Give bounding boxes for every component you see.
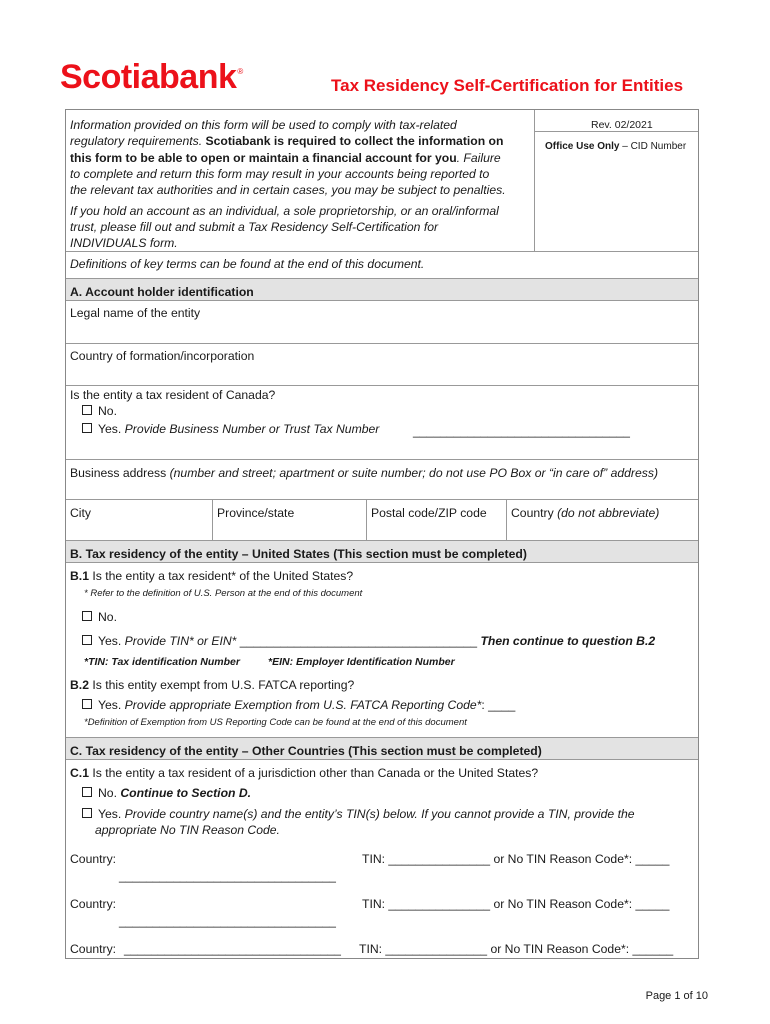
us-yes-option[interactable]: [82, 633, 655, 649]
other-yes-label: Yes.: [98, 807, 125, 821]
logo-text: Scotiabank: [60, 58, 237, 96]
other-no-instruction: Continue to Section D.: [120, 786, 252, 800]
b2-footnote: *Definition of Exemption from US Reporting Code can be found at the end of this document: [84, 717, 467, 728]
us-continue-note: Then continue to question B.2: [480, 634, 656, 648]
business-address-field[interactable]: [66, 459, 698, 499]
other-no-label: No.: [98, 786, 121, 800]
country-formation-field[interactable]: [66, 343, 698, 385]
postal-code-field[interactable]: [366, 499, 506, 540]
b1-text: Is the entity a tax resident* of the United States?: [88, 569, 354, 583]
canada-yes-label: Yes.: [98, 422, 125, 436]
section-c-header-divider: [66, 759, 698, 760]
intro-line-2: [70, 133, 503, 149]
fatca-yes-label: Yes.: [98, 698, 125, 712]
b1-question: [70, 568, 353, 584]
form-container: [65, 109, 699, 959]
intro-line-4: to complete and return this form may result in your accounts being reported to: [70, 167, 490, 181]
intro-line-3: [70, 150, 501, 166]
country-title: Country: [511, 506, 558, 520]
fatca-yes-instruction: Provide appropriate Exemption from U.S. FATCA Reporting Code*: [124, 698, 482, 712]
postal-code-label: Postal code/ZIP code: [371, 506, 487, 520]
us-no-option[interactable]: [82, 609, 117, 625]
b1-number: B.1: [70, 569, 89, 583]
province-label: Province/state: [217, 506, 295, 520]
legal-name-field[interactable]: [66, 300, 698, 343]
section-a-heading: A. Account holder identification: [70, 285, 254, 299]
business-number-field[interactable]: ________________________________: [413, 424, 630, 438]
other-no-option[interactable]: [82, 785, 251, 801]
b1-footnote: * Refer to the definition of U.S. Person at the end of this document: [84, 588, 363, 599]
tin-definition: *TIN: Tax identification Number: [84, 656, 240, 668]
office-use-label: [545, 139, 686, 155]
other-yes-checkbox[interactable]: [82, 808, 92, 818]
legal-name-label: Legal name of the entity: [70, 306, 201, 320]
canada-no-option[interactable]: [82, 403, 117, 419]
canada-yes-option[interactable]: [82, 421, 379, 437]
canada-yes-instruction: Provide Business Number or Trust Tax Number: [124, 422, 380, 436]
fatca-yes-checkbox[interactable]: [82, 699, 92, 709]
other-yes-instruction: Provide country name(s) and the entity’s TIN(s) below. If you cannot provide a TIN, provide the: [124, 807, 635, 821]
country-1-label: Country:: [70, 852, 117, 866]
us-yes-label: Yes.: [98, 634, 125, 648]
country-formation-divider: [66, 385, 698, 386]
province-field[interactable]: [212, 499, 366, 540]
country-2-field[interactable]: ________________________________: [119, 914, 336, 928]
intro-line-8: INDIVIDUALS form.: [70, 236, 178, 250]
intro-line-6: If you hold an account as an individual, a sole proprietorship, or an oral/informal: [70, 204, 499, 218]
country-3-field[interactable]: ________________________________: [124, 942, 341, 956]
city-label: City: [70, 506, 91, 520]
page-title: Tax Residency Self-Certification for Entities: [331, 76, 684, 95]
section-b-heading: B. Tax residency of the entity – United States (This section must be completed): [70, 547, 527, 561]
other-yes-option[interactable]: [82, 806, 635, 822]
b2-question: [70, 677, 354, 693]
canada-no-label: No.: [98, 404, 117, 418]
intro-line-2a: regulatory requirements.: [70, 134, 206, 148]
canada-yes-checkbox[interactable]: [82, 423, 92, 433]
country-field[interactable]: [506, 499, 698, 540]
b2-number: B.2: [70, 678, 89, 692]
scotiabank-logo: [60, 58, 243, 97]
section-c-heading: C. Tax residency of the entity – Other Countries (This section must be completed): [70, 744, 542, 758]
us-yes-instruction: Provide TIN* or EIN*: [124, 634, 237, 648]
office-use-rest: – CID Number: [619, 141, 687, 152]
intro-line-1: Information provided on this form will be used to comply with tax-related: [70, 118, 457, 132]
intro-line-7: trust, please fill out and submit a Tax Residency Self-Certification for: [70, 220, 439, 234]
other-yes-instruction-2: appropriate No TIN Reason Code.: [95, 823, 280, 837]
us-tin-field[interactable]: ___________________________________: [236, 634, 481, 648]
other-no-checkbox[interactable]: [82, 787, 92, 797]
tin-1-row[interactable]: TIN: _______________ or No TIN Reason Code*: _____: [362, 852, 670, 866]
tin-2-row[interactable]: TIN: _______________ or No TIN Reason Code*: _____: [362, 897, 670, 911]
ein-definition: *EIN: Employer Identification Number: [268, 656, 455, 668]
intro-line-2b: Scotiabank is required to collect the information on: [205, 134, 504, 148]
us-yes-checkbox[interactable]: [82, 635, 92, 645]
fatca-yes-option[interactable]: [82, 697, 515, 713]
tax-resident-canada-question: Is the entity a tax resident of Canada?: [70, 388, 276, 402]
intro-line-3a: this form to be able to open or maintain a financial account for you: [70, 151, 457, 165]
c1-text: Is the entity a tax resident of a jurisdiction other than Canada or the United States?: [88, 766, 539, 780]
registered-mark: ®: [237, 66, 243, 76]
city-field[interactable]: [66, 499, 212, 540]
c1-question: [70, 765, 538, 781]
us-no-label: No.: [98, 610, 117, 624]
page-number: Page 1 of 10: [645, 990, 708, 1002]
canada-no-checkbox[interactable]: [82, 405, 92, 415]
country-formation-label: Country of formation/incorporation: [70, 349, 255, 363]
country-hint: (do not abbreviate): [557, 506, 660, 520]
business-address-title: Business address: [70, 466, 170, 480]
business-address-hint: (number and street; apartment or suite number; do not use PO Box or “in care of” address): [169, 466, 659, 480]
intro-line-5: the relevant tax authorities and in certain cases, you may be subject to penalties.: [70, 183, 506, 197]
country-2-label: Country:: [70, 897, 117, 911]
section-b-header-divider: [66, 562, 698, 563]
us-no-checkbox[interactable]: [82, 611, 92, 621]
office-use-bold: Office Use Only: [545, 141, 620, 152]
tin-3-row[interactable]: TIN: _______________ or No TIN Reason Code*: ______: [359, 942, 674, 956]
fatca-code-field[interactable]: : ____: [481, 698, 516, 712]
c1-number: C.1: [70, 766, 89, 780]
b2-text: Is this entity exempt from U.S. FATCA reporting?: [88, 678, 355, 692]
country-3-label: Country:: [70, 942, 117, 956]
definitions-note: Definitions of key terms can be found at the end of this document.: [70, 257, 425, 271]
country-1-field[interactable]: ________________________________: [119, 869, 336, 883]
revision-label: Rev. 02/2021: [591, 119, 653, 131]
intro-line-3b: . Failure: [456, 151, 501, 165]
